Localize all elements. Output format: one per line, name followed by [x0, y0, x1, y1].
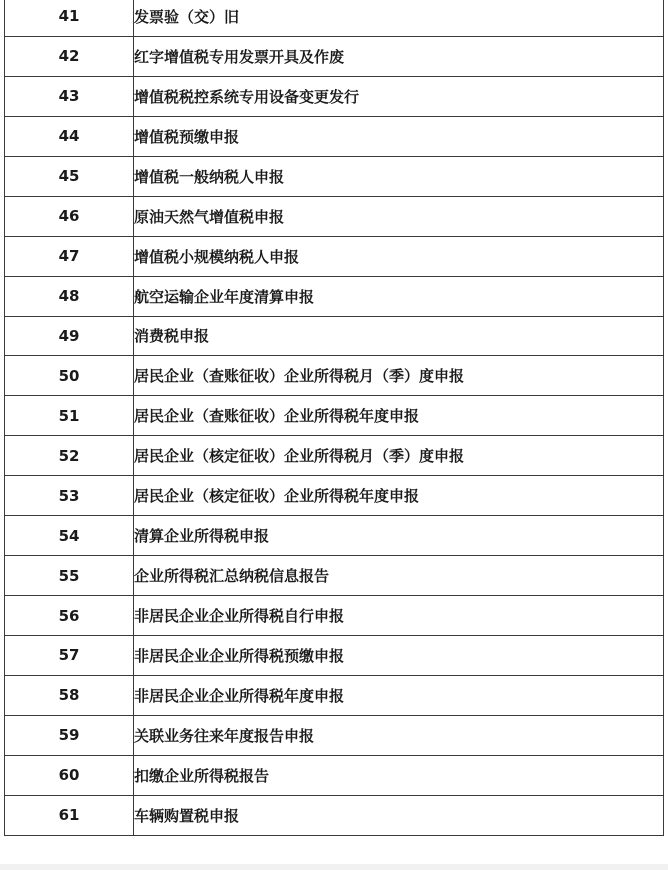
row-number: 58 [5, 675, 134, 715]
row-number: 48 [5, 276, 134, 316]
row-number: 50 [5, 356, 134, 396]
table-row [5, 396, 664, 436]
row-number: 46 [5, 196, 134, 236]
row-number: 60 [5, 755, 134, 795]
row-service-name: 企业所得税汇总纳税信息报告 [134, 556, 664, 596]
table-row [5, 316, 664, 356]
table-row [5, 715, 664, 755]
row-number: 59 [5, 715, 134, 755]
table-row [5, 556, 664, 596]
row-number: 44 [5, 116, 134, 156]
table-row [5, 76, 664, 116]
row-service-name: 非居民企业企业所得税年度申报 [134, 675, 664, 715]
row-number: 49 [5, 316, 134, 356]
row-service-name: 居民企业（核定征收）企业所得税年度申报 [134, 476, 664, 516]
row-service-name: 车辆购置税申报 [134, 795, 664, 835]
table-row [5, 795, 664, 835]
row-number: 42 [5, 36, 134, 76]
row-service-name: 扣缴企业所得税报告 [134, 755, 664, 795]
table-row [5, 476, 664, 516]
row-service-name: 增值税小规模纳税人申报 [134, 236, 664, 276]
service-list-table [4, 0, 664, 836]
row-number: 52 [5, 436, 134, 476]
row-service-name: 发票验（交）旧 [134, 0, 664, 36]
table-row [5, 0, 664, 36]
row-service-name: 航空运输企业年度清算申报 [134, 276, 664, 316]
row-service-name: 居民企业（核定征收）企业所得税月（季）度申报 [134, 436, 664, 476]
row-service-name: 增值税预缴申报 [134, 116, 664, 156]
table-row [5, 596, 664, 636]
table-row [5, 156, 664, 196]
table-row [5, 276, 664, 316]
table-row [5, 356, 664, 396]
table-row [5, 116, 664, 156]
row-service-name: 增值税税控系统专用设备变更发行 [134, 76, 664, 116]
table-row [5, 436, 664, 476]
row-number: 61 [5, 795, 134, 835]
row-service-name: 关联业务往来年度报告申报 [134, 715, 664, 755]
row-number: 55 [5, 556, 134, 596]
row-service-name: 居民企业（查账征收）企业所得税月（季）度申报 [134, 356, 664, 396]
table-row [5, 516, 664, 556]
row-number: 43 [5, 76, 134, 116]
row-service-name: 非居民企业企业所得税预缴申报 [134, 636, 664, 676]
table-row [5, 36, 664, 76]
row-service-name: 增值税一般纳税人申报 [134, 156, 664, 196]
row-number: 51 [5, 396, 134, 436]
service-list-body [5, 0, 664, 835]
table-row [5, 675, 664, 715]
row-number: 47 [5, 236, 134, 276]
row-service-name: 消费税申报 [134, 316, 664, 356]
row-number: 56 [5, 596, 134, 636]
row-number: 54 [5, 516, 134, 556]
row-number: 45 [5, 156, 134, 196]
row-service-name: 清算企业所得税申报 [134, 516, 664, 556]
table-row [5, 236, 664, 276]
row-service-name: 非居民企业企业所得税自行申报 [134, 596, 664, 636]
row-number: 57 [5, 636, 134, 676]
table-row [5, 636, 664, 676]
table-row [5, 755, 664, 795]
row-service-name: 原油天然气增值税申报 [134, 196, 664, 236]
page-bottom-edge [0, 864, 668, 870]
row-service-name: 居民企业（查账征收）企业所得税年度申报 [134, 396, 664, 436]
row-service-name: 红字增值税专用发票开具及作废 [134, 36, 664, 76]
table-row [5, 196, 664, 236]
row-number: 53 [5, 476, 134, 516]
row-number: 41 [5, 0, 134, 36]
